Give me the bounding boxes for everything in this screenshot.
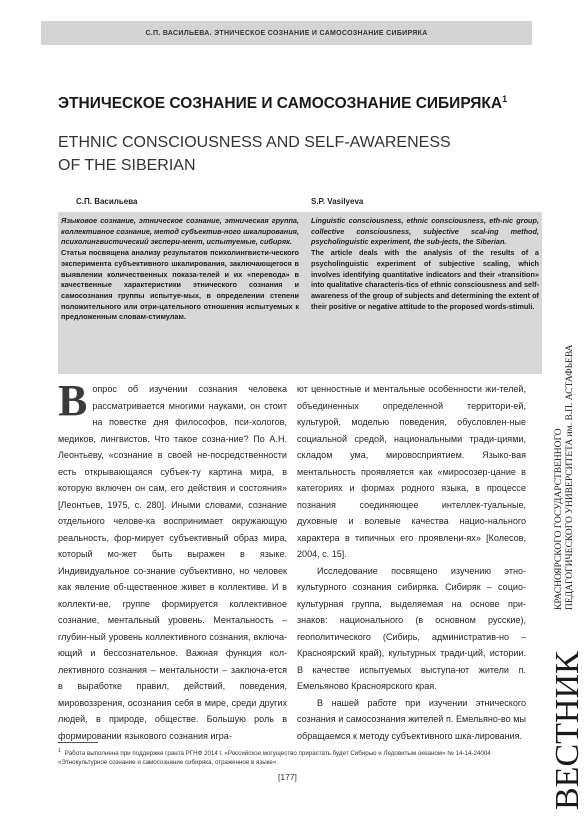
- journal-subtitle-line-2: ПЕДАГОГИЧЕСКОГО УНИВЕРСИТЕТА им. В.П. АСТАФЬЕВА: [565, 344, 575, 610]
- article-title-ru: [58, 94, 507, 113]
- running-header-bar: [41, 21, 532, 45]
- body-first-paragraph-text: опрос об изучении сознания человека рассматривается многими науками, он стоит на повестке дня философов, пси-хологов, медиков, лингвистов. Что такое созна-ние? По А.Н. Леонтьеву, «сознание в своей не-посредственности есть открывающаяся субъек-ту картина мира, в которую включен он сам, его действия и состояния» [Леонтьев, 1975, с. 280]. Иными словами, сознание отдельного челове-ка воспринимает окружающую реальность, фор-мирует субъективный образ мира, который мо-жет быть выражен в языке. Индивидуальное со-знание субъективно, но человек как явление об-щественное живет в коллективе. И в коллекти-ве, группе формируется коллективное сознание, ментальный уровень. Ментальность – глубин-ный уровень коллективного сознания, включа-ющий и бессознательное. Важная функция кол-лективного сознания – ментальности – заключа-ется в выработке правил, действий, поведения, мировоззрения, осознания себя в мире, среди других людей, в природе, обществе. Большую роль в формировании языкового сознания игра-: [58, 384, 287, 741]
- body-column-left: [58, 376, 287, 744]
- article-title-ru-text: ЭТНИЧЕСКОЕ СОЗНАНИЕ И САМОСОЗНАНИЕ СИБИРЯКА: [58, 95, 503, 113]
- summary-en: The article deals with the analysis of the results of a psycholinguistic experiment of subjective scaling, which involves identifying quantitative indicators and their «transition» into qualitative characteris-tics of ethnic consciousness and self-awareness of the group of subjects and determining the extent of their positive or negative attitude to the proposed words-stimuli.: [311, 248, 539, 311]
- body-column-right: [297, 381, 526, 744]
- running-header: С.П. ВАСИЛЬЕВА. ЭТНИЧЕСКОЕ СОЗНАНИЕ И САМОСОЗНАНИЕ СИБИРЯКА: [145, 29, 428, 37]
- abstract-en: [311, 216, 539, 312]
- author-ru: С.П. Васильева: [76, 197, 138, 206]
- body-paragraph-1: ют ценностные и ментальные особенности жи-телей, объединенных определенной территори-ей, культурой, моделью поведения, обусловлен-ные социальной средой, национальными тради-циями, складом ума, мировосприятием. Языко-вая ментальность проявляется как «миросозер-цание в категориях и формах родного языка, в процессе познания соединяющее интеллек-туальные, духовные и волевые качества нацио-нального характера в типичных его проявлени-ях» [Колесов, 2004, с. 15].: [297, 384, 526, 559]
- body-paragraph-3: В нашей работе при изучении этнического сознания и самосознания жителей п. Емельяно-во мы обращаемся к методу субъективного шка-лирования.: [297, 697, 526, 741]
- footnote-rule: [58, 742, 98, 743]
- keywords-ru: Языковое сознание, этническое сознание, этническая группа, коллективное сознание, метод субъектив-ного шкалирования, психолингвистический экспери-мент, испытуемые, сибиряк.: [61, 216, 299, 247]
- drop-cap: В: [58, 376, 88, 425]
- body-paragraph: [58, 376, 287, 744]
- title-en-line-1: ETHNIC CONSCIOUSNESS AND SELF-AWARENESS: [58, 134, 451, 151]
- author-en: S.P. Vasilyeva: [311, 197, 364, 206]
- body-paragraph-2: Исследование посвящено изучению этно-культурного сознания сибиряка. Сибиряк – социо-культурная группа, выделяемая на основе при-знаков: национального (в основном русские), геополитического (Сибирь, административ-но – Красноярский край), культурных тради-ций, истории. В качестве испытуемых выступа-ют жители п. Емельяново Красноярского края.: [297, 565, 526, 691]
- side-banner-svg: [540, 340, 586, 820]
- journal-subtitle-line-1: КРАСНОЯРСКОГО ГОСУДАРСТВЕННОГО: [554, 428, 564, 610]
- side-banner: [540, 340, 586, 820]
- page-number: [177]: [278, 772, 297, 782]
- footnote-text: Работа выполнена при поддержке гранта РГНФ 2014 г. «Российское могущество прирастать будет Сибирью и Ледовитым океаном» № 14-14-24004 «Этнокультурное сознание и самосознание сибиряка, отраженное в языке».: [58, 750, 491, 767]
- summary-ru: Статья посвящена анализу результатов психолингвисти-ческого эксперимента субъективного шкалирования, заключающегося в выявлении количественных показа-телей и их «перевода» в качественные характеристики этнического сознания и самосознания группы испытуе-мых, в определении степени положительного или отри-цательного отношения испытуемых к предложенным словам-стимулам.: [61, 248, 299, 322]
- journal-name: ВЕСТНИК: [549, 651, 586, 810]
- footnote: [58, 747, 528, 767]
- title-footnote-mark: 1: [502, 94, 508, 104]
- abstract-ru: [61, 216, 299, 323]
- title-en-line-2: OF THE SIBERIAN: [58, 157, 196, 174]
- footnote-mark: 1: [58, 748, 61, 754]
- article-title-en: [58, 131, 498, 177]
- keywords-en: Linguistic consciousness, ethnic consciousness, eth-nic group, collective consciousness, subjective scal-ing method, psycholinguistic experiment, the sub-jects, the Siberian.: [311, 216, 539, 247]
